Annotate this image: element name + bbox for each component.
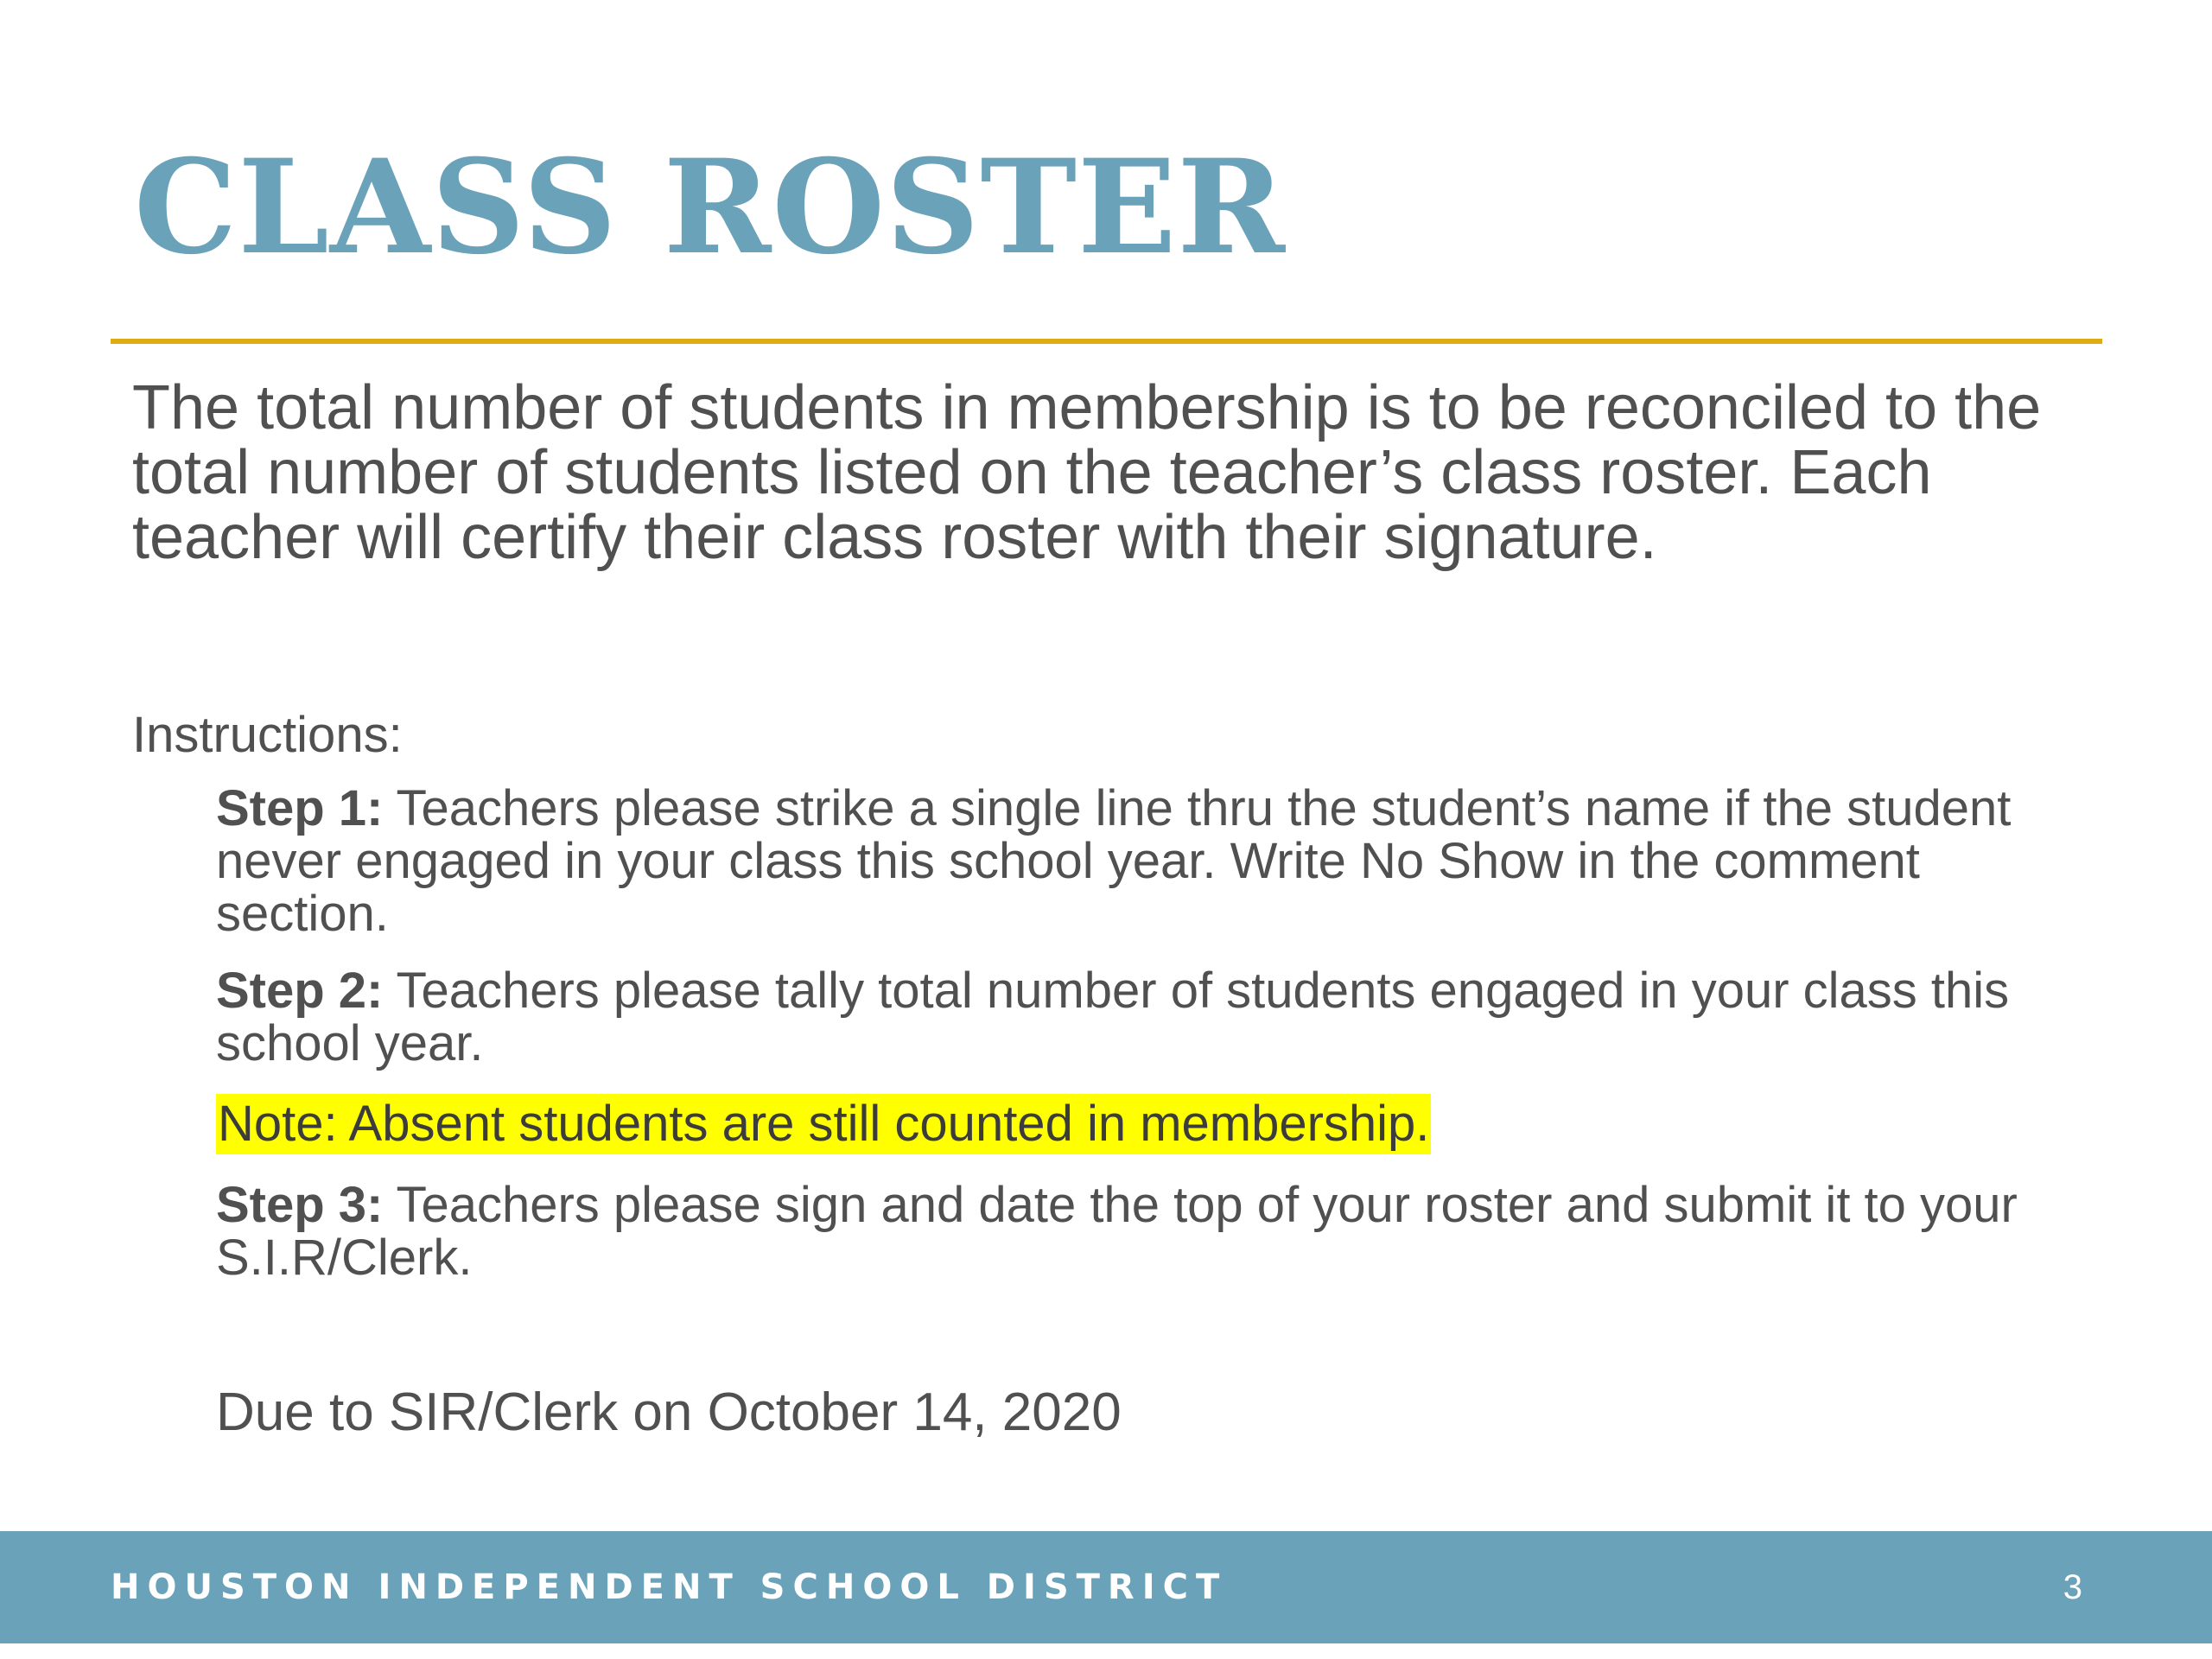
title-divider: [111, 339, 2102, 344]
footer-bar: [0, 1531, 2212, 1643]
intro-paragraph: The total number of students in membership is to be reconciled to the total number of students listed on the teacher’s class roster. Each teacher will certify their class roster with their signature.: [132, 373, 2042, 572]
highlighted-note: Note: Absent students are still counted in membership.: [216, 1094, 1431, 1154]
page-number: 3: [2063, 1568, 2082, 1606]
step-3-text: Teachers please sign and date the top of your roster and submit it to your S.I.R/Clerk.: [216, 1177, 2018, 1286]
footer-organization: HOUSTON INDEPENDENT SCHOOL DISTRICT: [111, 1567, 1228, 1607]
instructions-heading: Instructions:: [132, 707, 403, 763]
due-date: Due to SIR/Clerk on October 14, 2020: [216, 1382, 1122, 1442]
slide-title: CLASS ROSTER: [134, 131, 1287, 283]
step-2-label: Step 2:: [216, 963, 384, 1019]
note-row: [216, 1094, 2074, 1179]
step-1-text: Teachers please strike a single line thru the student’s name if the student never engaged in your class this school year. Write No Show in the comment section.: [216, 780, 2012, 942]
step-2: [216, 964, 2074, 1070]
step-2-text: Teachers please tally total number of students engaged in your class this school year.: [216, 963, 2010, 1071]
steps-list: [216, 782, 2074, 1308]
step-3: [216, 1179, 2074, 1284]
step-3-label: Step 3:: [216, 1177, 384, 1233]
step-1: [216, 782, 2074, 940]
step-1-label: Step 1:: [216, 780, 384, 836]
